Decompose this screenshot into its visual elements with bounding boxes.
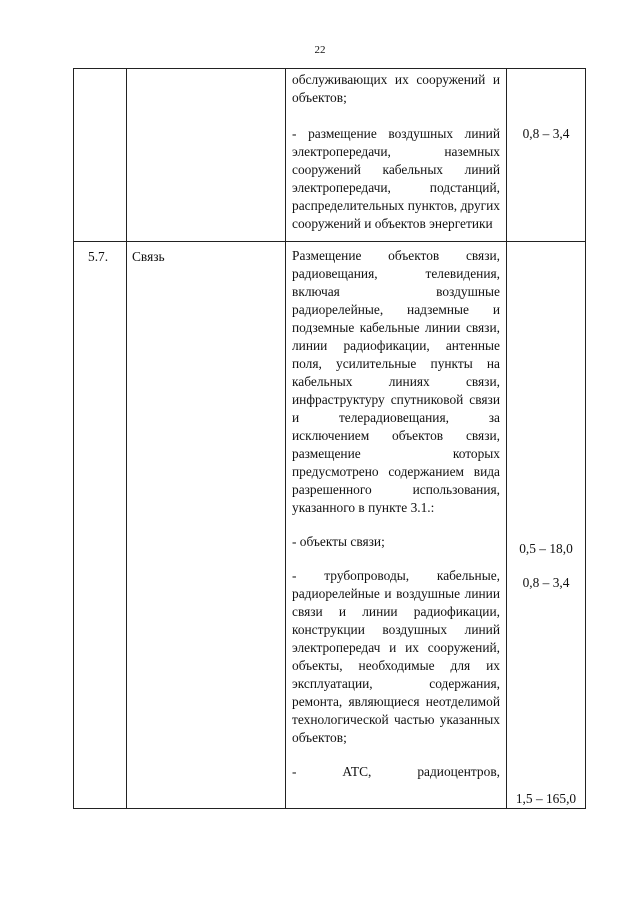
row-description (286, 69, 507, 242)
table-row (74, 242, 586, 809)
row-values (507, 242, 586, 809)
page-number: 22 (314, 44, 326, 56)
row-number (74, 69, 127, 242)
row-name: Связь (127, 242, 286, 809)
value-range: 1,5 – 165,0 (515, 791, 577, 806)
description-text: Размещение объектов связи, радиовещания, телевидения, включая воздушные радиорелейные, надземные и подземные кабельные линии связи, линии радиофикации, антенные поля, усилительные пункты на кабельных линиях связи, инфраструктуру спутниковой связи и телерадиовещания, за исключением объектов связи, размещение которых предусмотрено содержанием вида разрешенного использования, указанного в пункте 3.1.: (292, 248, 500, 515)
value-range: 0,5 – 18,0 (519, 541, 573, 556)
table-row (74, 69, 586, 242)
value-range: 0,8 – 3,4 (522, 126, 570, 141)
description-text: - АТС, радиоцентров, (292, 764, 500, 779)
row-name (127, 69, 286, 242)
row-values (507, 69, 586, 242)
description-text: обслуживающих их сооружений и объектов; (292, 72, 500, 105)
row-description (286, 242, 507, 809)
description-text: - трубопроводы, кабельные, радиорелейные и воздушные линии связи и линии радиофикации, конструкции воздушных линий электропередач и их сооружений, объекты, необходимые для их эксплуатации, содержания, ремонта, являющиеся неотделимой технологической частью указанных объектов; (292, 568, 500, 745)
regulations-table (73, 68, 586, 809)
row-number: 5.7. (74, 242, 127, 809)
description-text: - размещение воздушных линий электропередачи, наземных сооружений кабельных линий электропередачи, подстанций, распределительных пунктов, других сооружений и объектов энергетики (292, 126, 500, 231)
description-text: - объекты связи; (292, 534, 385, 549)
value-range: 0,8 – 3,4 (522, 575, 570, 590)
